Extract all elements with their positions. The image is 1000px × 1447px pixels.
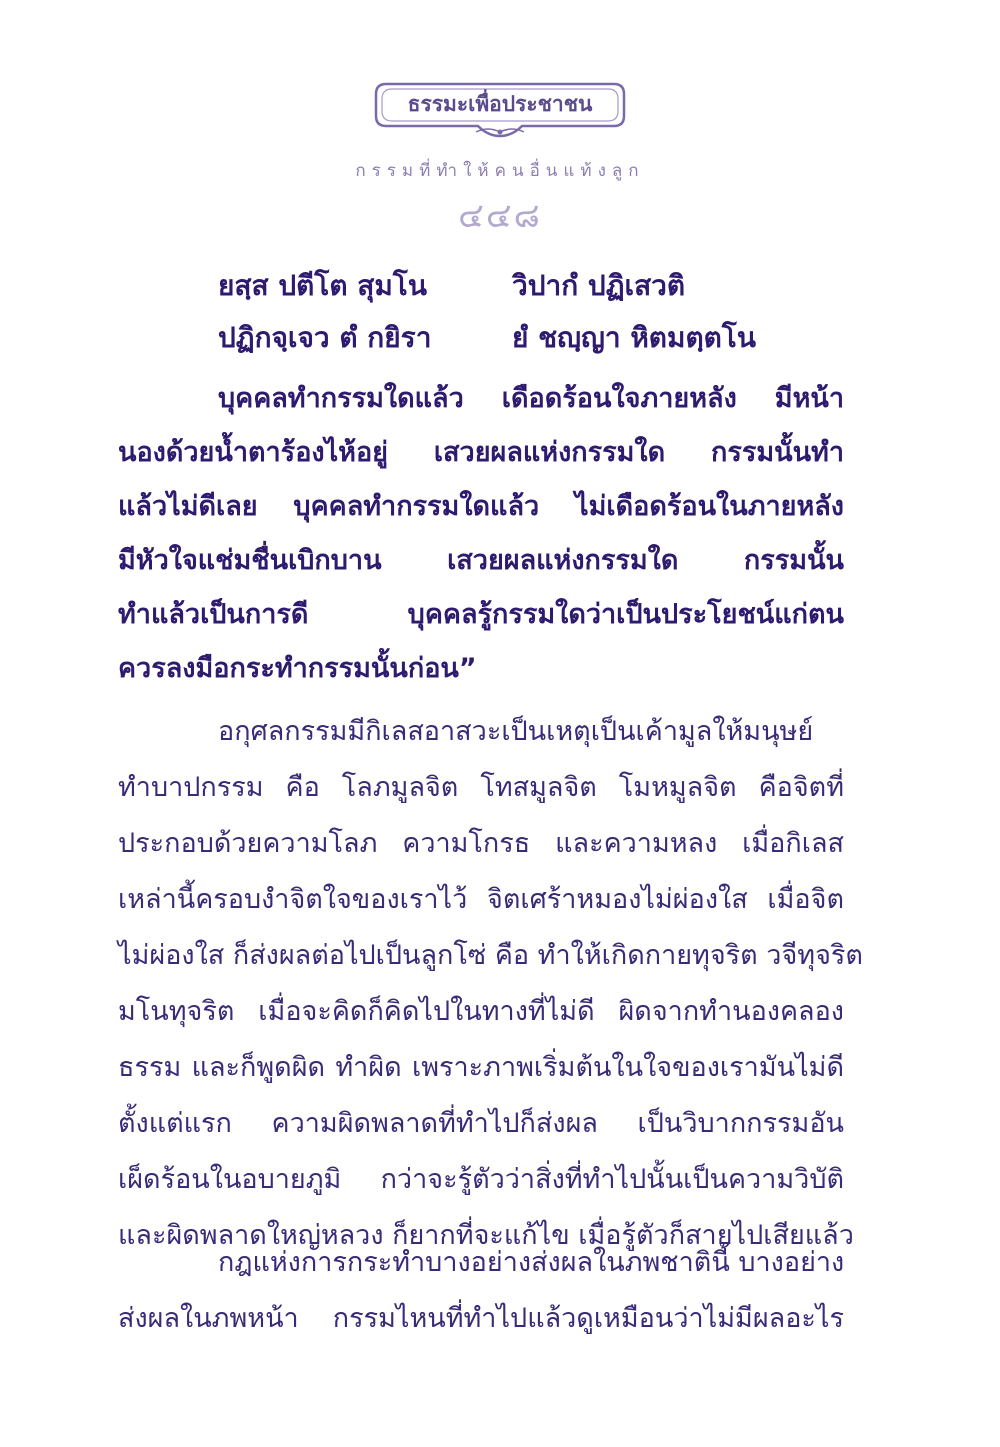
body-line: เผ็ดร้อนในอบายภูมิ กว่าจะรู้ตัวว่าสิ่งที่ทำไปนั้นเป็นความวิบัติ: [118, 1164, 844, 1195]
translation-line: แล้วไม่ดีเลย บุคคลทำกรรมใดแล้ว ไม่เดือดร้อนในภายหลัง: [118, 491, 844, 522]
verse-line-1-left: ยสฺส ปตีโต สุมโน: [218, 269, 427, 302]
body-line: ประกอบด้วยความโลภ ความโกรธ และความหลง เมื่อกิเลส: [118, 828, 844, 859]
chapter-subtitle: กรรมที่ทำให้คนอื่นแท้งลูก: [355, 161, 645, 181]
body-line: ตั้งแต่แรก ความผิดพลาดที่ทำไปก็ส่งผล เป็นวิบากกรรมอัน: [118, 1108, 844, 1139]
translation-paragraph: [118, 372, 844, 696]
translation-line: บุคคลทำกรรมใดแล้ว เดือดร้อนใจภายหลัง มีหน้า: [218, 383, 844, 414]
verse-line-1-right: วิปากํ ปฏิเสวติ: [512, 269, 686, 302]
verse-line-2-left: ปฏิกจฺเจว ตํ กยิรา: [218, 321, 432, 354]
body-line: ไม่ผ่องใส ก็ส่งผลต่อไปเป็นลูกโซ่ คือ ทำให้เกิดกายทุจริต วจีทุจริต: [118, 940, 863, 971]
body-line: อกุศลกรรมมีกิเลสอาสวะเป็นเหตุเป็นเค้ามูลให้มนุษย์: [218, 716, 814, 747]
body-line: ทำบาปกรรม คือ โลภมูลจิต โทสมูลจิต โมหมูลจิต คือจิตที่: [118, 772, 844, 803]
body-line: และผิดพลาดใหญ่หลวง ก็ยากที่จะแก้ไข เมื่อรู้ตัวก็สายไปเสียแล้ว: [118, 1220, 854, 1251]
page-number: ๔๔๘: [458, 196, 542, 236]
body-line: ธรรม และก็พูดผิด ทำผิด เพราะภาพเริ่มต้นในใจของเรามันไม่ดี: [118, 1052, 844, 1083]
body-paragraph-1: [118, 704, 863, 1264]
translation-line: มีหัวใจแช่มชื่นเบิกบาน เสวยผลแห่งกรรมใด กรรมนั้น: [118, 545, 844, 576]
body-line: มโนทุจริต เมื่อจะคิดก็คิดไปในทางที่ไม่ดี ผิดจากทำนองคลอง: [118, 996, 844, 1027]
body-paragraph-2: [118, 1235, 844, 1347]
verse-line-2-right: ยํ ชญฺญา หิตมตฺตโน: [512, 321, 756, 354]
body-line: เหล่านี้ครอบงำจิตใจของเราไว้ จิตเศร้าหมองไม่ผ่องใส เมื่อจิต: [118, 884, 844, 915]
body-line: ส่งผลในภพหน้า กรรมไหนที่ทำไปแล้วดูเหมือนว่าไม่มีผลอะไร: [118, 1303, 844, 1334]
translation-line: ทำแล้วเป็นการดี บุคคลรู้กรรมใดว่าเป็นประโยชน์แก่ตน: [118, 599, 844, 630]
body-line: กฎแห่งการกระทำบางอย่างส่งผลในภพชาตินี้ บางอย่าง: [218, 1247, 845, 1278]
translation-line: นองด้วยน้ำตาร้องไห้อยู่ เสวยผลแห่งกรรมใด กรรมนั้นทำ: [118, 437, 844, 468]
translation-line: ควรลงมือกระทำกรรมนั้นก่อน”: [118, 653, 477, 684]
book-logo: [372, 80, 628, 144]
logo-title: ธรรมะเพื่อประชาชน: [407, 91, 593, 116]
